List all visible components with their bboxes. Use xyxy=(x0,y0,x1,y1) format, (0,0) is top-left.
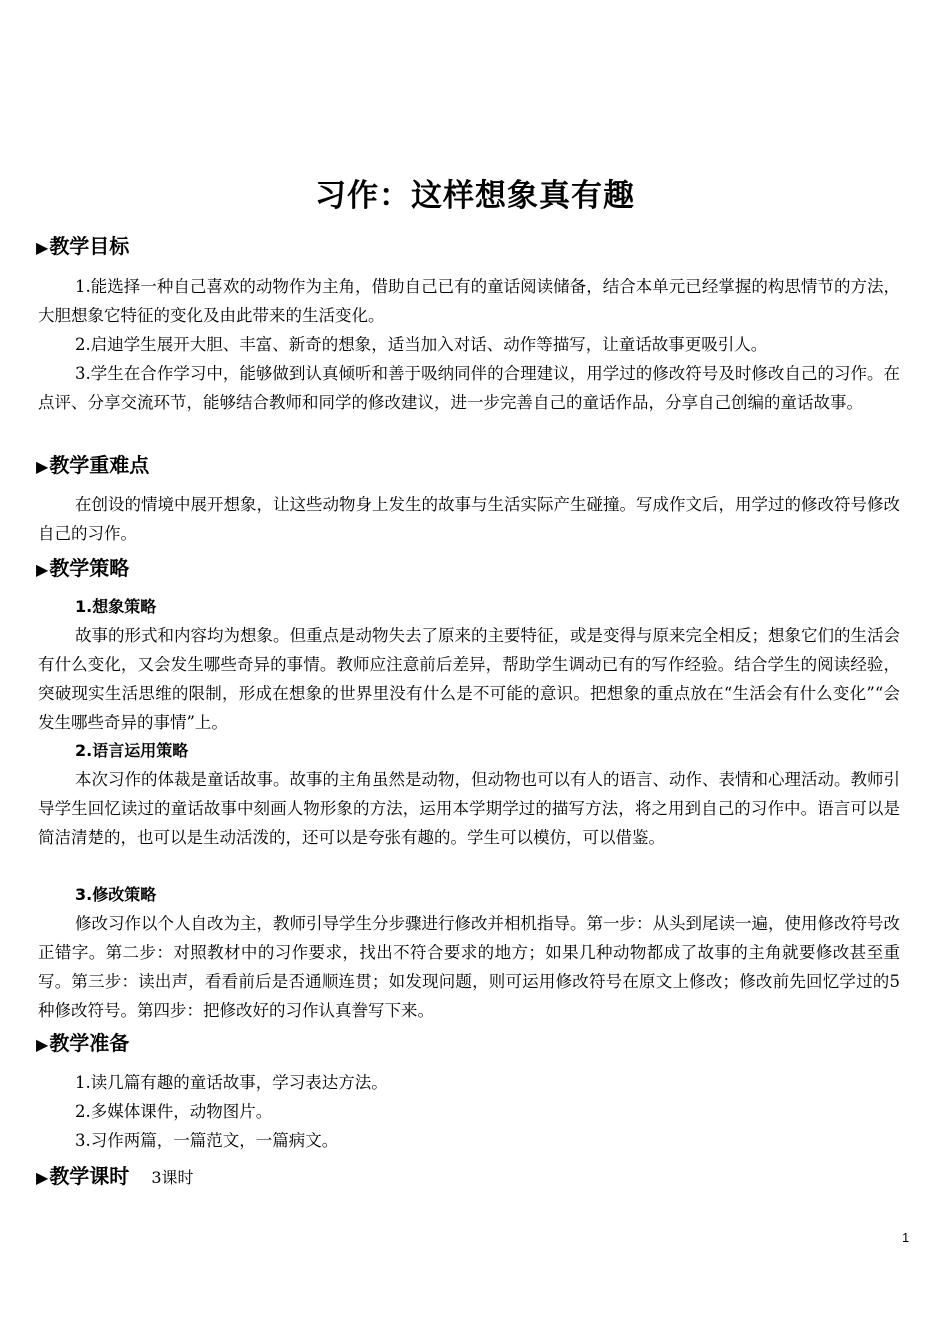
triangle-marker-icon: ▶ xyxy=(36,1035,49,1054)
preparation-item: 1.读几篇有趣的童话故事，学习表达方法。 xyxy=(75,1073,388,1092)
preparation-list xyxy=(38,1068,900,1155)
strategy-title-imagination: 1.想象策略 xyxy=(75,597,157,616)
strategy-text-revision xyxy=(38,909,900,1025)
strategy-title-revision: 3.修改策略 xyxy=(75,885,157,904)
difficulties-paragraph: 在创设的情境中展开想象，让这些动物身上发生的故事与生活实际产生碰撞。写成作文后，用学过的修改符号修改自己的习作。 xyxy=(38,495,900,543)
section-heading-text: 教学准备 xyxy=(49,1031,130,1055)
preparation-item: 2.多媒体课件，动物图片。 xyxy=(75,1102,273,1121)
strategy-title-language: 2.语言运用策略 xyxy=(75,741,189,760)
section-heading-strategies xyxy=(36,553,129,585)
goals-list xyxy=(38,272,900,417)
preparation-item: 3.习作两篇，一篇范文，一篇病文。 xyxy=(75,1131,339,1150)
section-heading-text: 教学重难点 xyxy=(49,453,150,477)
goal-item: 2.启迪学生展开大胆、丰富、新奇的想象，适当加入对话、动作等描写，让童话故事更吸引人。 xyxy=(75,335,768,354)
difficulties-text xyxy=(38,490,900,548)
hours-value: 3课时 xyxy=(151,1168,194,1187)
section-heading-text: 教学课时 xyxy=(49,1164,130,1188)
section-heading-difficulties xyxy=(36,450,149,482)
section-heading-hours xyxy=(36,1161,194,1193)
section-heading-text: 教学策略 xyxy=(49,556,130,580)
strategy-paragraph: 本次习作的体裁是童话故事。故事的主角虽然是动物，但动物也可以有人的语言、动作、表情和心理活动。教师引导学生回忆读过的童话故事中刻画人物形象的方法，运用本学期学过的描写方法，将之用到自己的习作中。语言可以是简洁清楚的，也可以是生动活泼的，还可以是夸张有趣的。学生可以模仿，可以借鉴。 xyxy=(38,770,900,847)
triangle-marker-icon: ▶ xyxy=(36,457,49,476)
strategy-text-language xyxy=(38,765,900,852)
strategy-paragraph: 修改习作以个人自改为主，教师引导学生分步骤进行修改并相机指导。第一步：从头到尾读一遍，使用修改符号改正错字。第二步：对照教材中的习作要求，找出不符合要求的地方；如果几种动物都成了故事的主角就要修改甚至重写。第三步：读出声，看看前后是否通顺连贯；如发现问题，则可运用修改符号在原文上修改；修改前先回忆学过的5种修改符号。第四步：把修改好的习作认真誊写下来。 xyxy=(38,914,900,1020)
strategy-text-imagination xyxy=(38,621,900,737)
triangle-marker-icon: ▶ xyxy=(36,560,49,579)
section-heading-goals xyxy=(36,231,129,263)
section-heading-preparation xyxy=(36,1028,129,1060)
triangle-marker-icon: ▶ xyxy=(36,238,49,257)
page-title: 习作：这样想象真有趣 xyxy=(315,178,635,214)
goal-item: 3.学生在合作学习中，能够做到认真倾听和善于吸纳同伴的合理建议，用学过的修改符号及时修改自己的习作。在点评、分享交流环节，能够结合教师和同学的修改建议，进一步完善自己的童话作品，分享自己创编的童话故事。 xyxy=(38,364,900,412)
triangle-marker-icon: ▶ xyxy=(36,1168,49,1187)
section-heading-text: 教学目标 xyxy=(49,234,130,258)
page-number: 1 xyxy=(902,1230,910,1245)
goal-item: 1.能选择一种自己喜欢的动物作为主角，借助自己已有的童话阅读储备，结合本单元已经掌握的构思情节的方法，大胆想象它特征的变化及由此带来的生活变化。 xyxy=(38,277,900,325)
strategy-paragraph: 故事的形式和内容均为想象。但重点是动物失去了原来的主要特征，或是变得与原来完全相反；想象它们的生活会有什么变化，又会发生哪些奇异的事情。教师应注意前后差异，帮助学生调动已有的写作经验。结合学生的阅读经验，突破现实生活思维的限制，形成在想象的世界里没有什么是不可能的意识。把想象的重点放在“生活会有什么变化”“会发生哪些奇异的事情”上。 xyxy=(38,626,900,732)
